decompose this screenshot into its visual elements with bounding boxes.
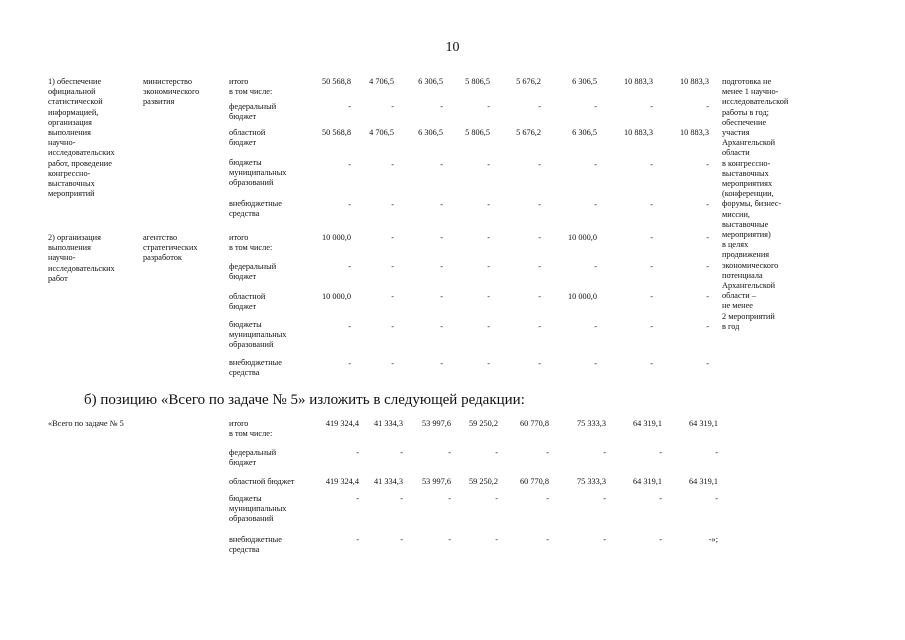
table-cell-value: 419 324,4 bbox=[325, 419, 359, 428]
table-cell-value: - bbox=[650, 292, 653, 301]
table-cell-value: - bbox=[650, 233, 653, 242]
table-cell-value: 59 250,2 bbox=[468, 477, 498, 486]
table-cell-value: - bbox=[603, 448, 606, 457]
table-cell-value: - bbox=[487, 292, 490, 301]
table-cell-value: - bbox=[348, 359, 351, 368]
table-cell-value: - bbox=[356, 448, 359, 457]
table-cell-value: 4 706,5 bbox=[369, 128, 394, 137]
table-cell-value: 50 568,8 bbox=[321, 77, 351, 86]
table-cell-value: - bbox=[603, 494, 606, 503]
table-cell-value: 75 333,3 bbox=[576, 477, 606, 486]
table-cell-value: - bbox=[495, 448, 498, 457]
table-cell-value: 53 997,6 bbox=[421, 477, 451, 486]
table-cell-value: - bbox=[391, 102, 394, 111]
table-cell-value: - bbox=[400, 448, 403, 457]
executor-name: министерство экономического развития bbox=[143, 77, 200, 107]
source-label: бюджеты муниципальных образований bbox=[229, 158, 287, 188]
table-cell-value: 60 770,8 bbox=[519, 477, 549, 486]
table-cell-value: - bbox=[391, 233, 394, 242]
table-cell-value: 10 883,3 bbox=[679, 128, 709, 137]
table-cell-value: 53 997,6 bbox=[421, 419, 451, 428]
table-cell-value: - bbox=[594, 102, 597, 111]
task-name: 2) организация выполнения научно- исследовательских работ bbox=[48, 233, 115, 283]
table-cell-value: - bbox=[706, 160, 709, 169]
table-cell-value: - bbox=[715, 494, 718, 503]
table-cell-value: - bbox=[659, 494, 662, 503]
table-cell-value: 64 319,1 bbox=[688, 419, 718, 428]
table-cell-value: - bbox=[348, 322, 351, 331]
source-label: федеральный бюджет bbox=[229, 262, 277, 282]
table-cell-value: - bbox=[487, 262, 490, 271]
table-cell-value: -»; bbox=[708, 535, 718, 544]
executor-name: агентство стратегических разработок bbox=[143, 233, 198, 263]
table-cell-value: - bbox=[650, 262, 653, 271]
table-cell-value: - bbox=[400, 535, 403, 544]
table-cell-value: - bbox=[538, 200, 541, 209]
source-label: областной бюджет bbox=[229, 477, 295, 486]
table-cell-value: - bbox=[391, 359, 394, 368]
table-cell-value: - bbox=[448, 448, 451, 457]
table-cell-value: 60 770,8 bbox=[519, 419, 549, 428]
table-cell-value: - bbox=[487, 200, 490, 209]
table-cell-value: 64 319,1 bbox=[632, 419, 662, 428]
table-cell-value: - bbox=[440, 102, 443, 111]
table-cell-value: 5 806,5 bbox=[465, 128, 490, 137]
table-cell-value: - bbox=[348, 160, 351, 169]
table-cell-value: - bbox=[715, 448, 718, 457]
table-cell-value: 10 883,3 bbox=[623, 77, 653, 86]
table-cell-value: - bbox=[706, 292, 709, 301]
table-cell-value: - bbox=[650, 102, 653, 111]
source-label: федеральный бюджет bbox=[229, 448, 277, 468]
table-cell-value: - bbox=[594, 262, 597, 271]
table-cell-value: - bbox=[706, 102, 709, 111]
table-cell-value: - bbox=[538, 233, 541, 242]
table-cell-value: 6 306,5 bbox=[418, 128, 443, 137]
table-cell-value: - bbox=[400, 494, 403, 503]
table-cell-value: 10 000,0 bbox=[567, 233, 597, 242]
page-number: 10 bbox=[445, 40, 460, 55]
table-cell-value: 59 250,2 bbox=[468, 419, 498, 428]
table-cell-value: - bbox=[356, 535, 359, 544]
table-cell-value: - bbox=[706, 359, 709, 368]
table-cell-value: - bbox=[448, 494, 451, 503]
table-cell-value: - bbox=[706, 262, 709, 271]
table-cell-value: - bbox=[594, 160, 597, 169]
table-cell-value: - bbox=[594, 322, 597, 331]
table-cell-value: - bbox=[650, 200, 653, 209]
table-cell-value: - bbox=[440, 160, 443, 169]
table-cell-value: - bbox=[546, 494, 549, 503]
table-cell-value: 10 883,3 bbox=[623, 128, 653, 137]
table-cell-value: - bbox=[594, 359, 597, 368]
source-label: внебюджетные средства bbox=[229, 199, 282, 219]
table-cell-value: 10 000,0 bbox=[321, 233, 351, 242]
table-cell-value: - bbox=[538, 262, 541, 271]
table-cell-value: - bbox=[448, 535, 451, 544]
table-cell-value: - bbox=[650, 322, 653, 331]
table-cell-value: 4 706,5 bbox=[369, 77, 394, 86]
table-cell-value: 41 334,3 bbox=[373, 477, 403, 486]
table-cell-value: - bbox=[440, 262, 443, 271]
table-cell-value: - bbox=[538, 102, 541, 111]
source-label: внебюджетные средства bbox=[229, 358, 282, 378]
table-cell-value: - bbox=[348, 102, 351, 111]
table-cell-value: - bbox=[391, 160, 394, 169]
table-cell-value: 5 676,2 bbox=[516, 128, 541, 137]
table-cell-value: - bbox=[391, 262, 394, 271]
table-cell-value: - bbox=[391, 200, 394, 209]
table-cell-value: 41 334,3 bbox=[373, 419, 403, 428]
table-cell-value: 10 883,3 bbox=[679, 77, 709, 86]
table-cell-value: - bbox=[538, 322, 541, 331]
source-label: внебюджетные средства bbox=[229, 535, 282, 555]
table-cell-value: 64 319,1 bbox=[632, 477, 662, 486]
table-cell-value: - bbox=[356, 494, 359, 503]
result-text: подготовка не менее 1 научно- исследовательской работы в год; обеспечение участия Архангельской области в конгрессно- выставочных мероприятиях (конференции, форумы, бизнес- миссии, выставочные мероприятия) в целях продвижения экономического потенциала Архангельской области – не менее 2 мероприятий в год bbox=[722, 77, 789, 331]
table-cell-value: - bbox=[440, 233, 443, 242]
source-label: итого в том числе: bbox=[229, 419, 273, 439]
source-label: бюджеты муниципальных образований bbox=[229, 320, 287, 350]
table-cell-value: - bbox=[650, 359, 653, 368]
table-cell-value: - bbox=[487, 322, 490, 331]
table-cell-value: 5 676,2 bbox=[516, 77, 541, 86]
task-total-name: «Всего по задаче № 5 bbox=[48, 419, 124, 428]
table-cell-value: - bbox=[348, 200, 351, 209]
table-cell-value: 50 568,8 bbox=[321, 128, 351, 137]
table-cell-value: - bbox=[487, 359, 490, 368]
table-cell-value: 75 333,3 bbox=[576, 419, 606, 428]
table-cell-value: - bbox=[706, 200, 709, 209]
table-cell-value: - bbox=[538, 160, 541, 169]
table-cell-value: 10 000,0 bbox=[567, 292, 597, 301]
table-cell-value: - bbox=[487, 160, 490, 169]
table-cell-value: 64 319,1 bbox=[688, 477, 718, 486]
source-label: итого в том числе: bbox=[229, 77, 273, 97]
table-cell-value: - bbox=[495, 535, 498, 544]
table-cell-value: - bbox=[391, 322, 394, 331]
source-label: бюджеты муниципальных образований bbox=[229, 494, 287, 524]
table-cell-value: 6 306,5 bbox=[572, 128, 597, 137]
source-label: областной бюджет bbox=[229, 292, 266, 312]
table-cell-value: - bbox=[650, 160, 653, 169]
task-name: 1) обеспечение официальной статистической информацией, организация выполнения научно- исследовательских работ, проведение конгрессно- выставочных мероприятий bbox=[48, 77, 115, 199]
table-cell-value: - bbox=[706, 233, 709, 242]
table-cell-value: - bbox=[487, 102, 490, 111]
table-cell-value: - bbox=[495, 494, 498, 503]
table-cell-value: - bbox=[538, 292, 541, 301]
table-cell-value: 419 324,4 bbox=[325, 477, 359, 486]
table-cell-value: 10 000,0 bbox=[321, 292, 351, 301]
table-cell-value: 6 306,5 bbox=[418, 77, 443, 86]
table-cell-value: - bbox=[348, 262, 351, 271]
table-cell-value: - bbox=[659, 448, 662, 457]
table-cell-value: - bbox=[546, 448, 549, 457]
table-cell-value: - bbox=[440, 359, 443, 368]
table-cell-value: 6 306,5 bbox=[572, 77, 597, 86]
table-cell-value: - bbox=[603, 535, 606, 544]
table-cell-value: - bbox=[440, 200, 443, 209]
table-cell-value: 5 806,5 bbox=[465, 77, 490, 86]
source-label: федеральный бюджет bbox=[229, 102, 277, 122]
source-label: областной бюджет bbox=[229, 128, 266, 148]
table-cell-value: - bbox=[487, 233, 490, 242]
table-cell-value: - bbox=[440, 292, 443, 301]
source-label: итого в том числе: bbox=[229, 233, 273, 253]
table-cell-value: - bbox=[440, 322, 443, 331]
table-cell-value: - bbox=[538, 359, 541, 368]
section-heading: б) позицию «Всего по задаче № 5» изложить в следующей редакции: bbox=[84, 392, 525, 408]
table-cell-value: - bbox=[706, 322, 709, 331]
table-cell-value: - bbox=[659, 535, 662, 544]
table-cell-value: - bbox=[594, 200, 597, 209]
table-cell-value: - bbox=[391, 292, 394, 301]
table-cell-value: - bbox=[546, 535, 549, 544]
